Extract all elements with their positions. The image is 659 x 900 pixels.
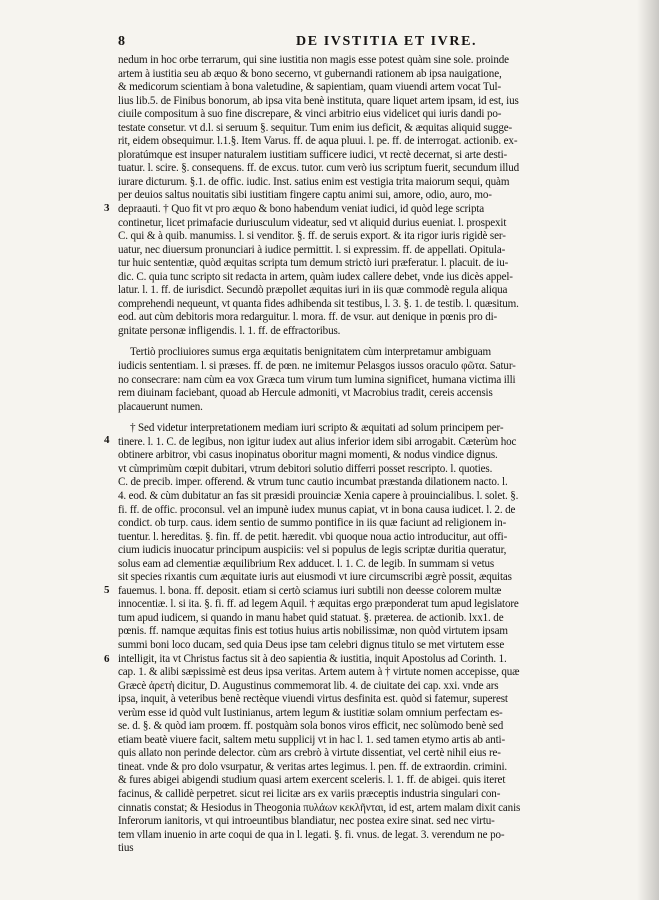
text-line: eod. aut cùm debitoris mora redarguitur. l. mora. ff. de vsur. aut denique in pœnis pro di- [118,311,498,324]
text-line: vt cùmprimùm cœpit dubitari, vtrum debitori solutio differri posset rescripto. l. quoties. [118,462,493,475]
text-line: condict. ob turp. caus. idem sentio de summo pontifice in iis quæ faciunt ad religionem in- [118,517,507,530]
text-line: Inferorum ianitoris, vt qui introeuntibus blandiatur, nec postea exire sinat. sed nec virtu- [118,815,495,828]
text-line: continetur, licet primafacie duriusculum videatur, sed vt aliquid durius eueniat. l. prospexit [118,216,507,229]
text-line: iudicis sententiam. l. si præses. ff. de pœn. ne imitemur Pelasgos iussos oraculo φῶτα. Satur- [118,360,516,373]
text-line: pœnis. ff. namque æquitas finis est totius huius artis nobilissimæ, non quòd virtutem ipsam [118,625,508,638]
text-line: C. qui & à quib. manumiss. l. si venditor. §. ff. de seruis export. & ita rigor iuris rigidè ser- [118,230,506,243]
running-head: DE IVSTITIA ET IVRE. [296,34,478,49]
text-line: Tertiò procliuiores sumus erga æquitatis benignitatem cùm interpretamur ambiguam [130,346,492,359]
margin-number: 3 [104,202,110,214]
page-number: 8 [118,34,125,49]
text-line: cium iudicis inuocatur principum auspiciis: vel si populus de legis scriptæ duritia queratur, [118,544,507,557]
text-line: tinere. l. 1. C. de legibus, non igitur iudex aut alius inferior idem sibi arrogabit. Cæterùm hoc [118,435,517,448]
text-line: tineat. vnde & pro dolo vsurpatur, & veritas artes legimus. l. pen. ff. de extraordin. crimini. [118,760,507,773]
text-line: testate consetur. vt d.l. si seruum §. sequitur. Tum enim ius deficit, & æquitas aliquid sugge- [118,121,513,134]
text-line: Græcè ἀρετὴ dicitur, D. Augustinus commemorat lib. 4. de ciuitate dei cap. xxi. vnde ars [118,679,499,692]
text-line: innocentiæ. l. si ita. §. fi. ff. ad legem Aquil. † æquitas ergo præponderat tum apud legislatore [118,598,519,611]
text-line: etiam beatè viuere facit, saltem metu supplicij vt in hac l. 1. sed tamen etymo artis ab anti- [118,733,505,746]
text-line: C. de precib. imper. offerend. & vtrum tunc cautio incumbat præstanda dilationem nacto. l. [118,476,508,489]
text-line: & medicorum scientiam à bona valetudine, & sapientiam, quam viuendi artem vocat Tul- [118,81,501,94]
text-line: cinnatis constat; & Hesiodus in Theogonia πυλάων κεκλῆνται, id est, artem malam dixit canis [118,801,521,814]
margin-number: 5 [104,584,110,596]
text-line: ipsa, inquit, à veteribus benè rectèque viuendi virtus desfinita est. quòd si fatemur, superest [118,693,508,706]
text-line: tius [118,842,134,855]
text-line: intelligit, ita vt Christus factus sit à deo sapientia & iustitia, inquit Apostolus ad Corinth. 1. [118,652,507,665]
text-line: cap. 1. & alibi sæpissimè est deus ipsa veritas. Artem autem à † virtute nomen accepisse, quæ [118,666,520,679]
text-line: lius lib.5. de Finibus bonorum, ab ipsa vita benè instituta, quare liquet artem ipsam, id est, ius [118,94,519,107]
text-line: tuentur. l. hereditas. §. fin. ff. de petit. hæredit. vbi quoque noua actio introducitur, aut offi- [118,530,508,543]
text-line: † Sed videtur interpretationem mediam iuri scripto & æquitati ad solum principem per- [130,422,504,435]
text-line: 4. eod. & cùm dubitatur an fas sit præsidi prouinciæ Xenia capere à prouincialibus. l. solet. §. [118,489,519,502]
body-text [118,54,596,856]
text-line: rit, eidem obsequimur. l.1.§. Item Varus. ff. de aqua pluui. l. pe. ff. de interrogat. actionib. ex- [118,135,518,148]
text-line: artem à iustitia seu ab æquo & bono secerno, vt gubernandi rationem ab ipsa nauigatione, [118,67,502,80]
text-line: sit species rixantis cum æquitate iuris aut eiusmodi vt iure circumscribi ægrè possit, æquitas [118,571,512,584]
text-line: depraauti. † Quo fit vt pro æquo & bono habendum veniat iudici, id quòd lege scripta [118,203,485,216]
text-line: ciuile compositum à suo fine discrepare, & vinci arbitrio eius videlicet qui iuris dandi po- [118,108,502,121]
text-line: placauerunt numen. [118,400,203,413]
text-line: solus eam ad clementiæ æquilibrium Rex adducet. l. 1. C. de legib. In summam si vetus [118,557,495,570]
text-line: se. d. §. & quòd iam proœm. ff. postquàm sola bonos viros efficit, nec solùmodo benè sed [118,720,504,733]
text-line: latur. l. 1. ff. de iurisdict. Secundò præpollet æquitas iuri in iis quæ commodè regula aliqua [118,284,508,297]
text-line: fi. ff. de offic. proconsul. vel an impunè iudex munus capiat, vt in bona causa iudicet. l. 2. de [118,503,516,516]
paragraph-gap [118,338,596,346]
text-line: uatur, nec diuersum pronunciari à iudice permittit. l. si expressim. ff. de appellati. Opitula- [118,243,506,256]
text-line: iurare dicturum. §.1. de offic. iudic. Inst. satius enim est vestigia trita maiorum sequi, quàm [118,175,510,188]
margin-number: 6 [104,653,110,665]
text-line: facinus, & callidè perpetret. sicut rei licitæ ars ex variis præceptis industria singulari con- [118,787,501,800]
page-header [118,34,598,52]
text-line: comprehendi nequeunt, vt quanta fides adhibenda sit testibus, l. 3. §. 1. de testib. l. quæsitum. [118,297,519,310]
text-line: per deuios saltus nouitatis sibi iustitiam fingere captu animi sui, amore, odio, auro, mo- [118,189,492,202]
margin-number: 4 [104,434,110,446]
text-line: obtinere arbitror, vbi casus inopinatus oboritur magni momenti, & nodus vindice dignus. [118,449,498,462]
page-gutter-shadow [637,0,659,900]
text-line: fauemus. l. bona. ff. deposit. etiam si certò sciamus iuri subtili non deesse colorem multæ [118,584,502,597]
text-line: summi boni loco ducam, sed quia Deus ipse tam celebri dignus titulo se met virtutem esse [118,638,505,651]
text-line: tum apud iudicem, si quando in manu habet quid statuat. §. præterea. de actionib. lxx1. de [118,611,504,624]
text-line: nedum in hoc orbe terrarum, qui sine iustitia non magis esse potest quàm sine sole. proinde [118,54,509,66]
text-line: & fures abigei abigendi studium quasi artem exercent sceleris. l. 1. ff. de abigei. quis iteret [118,774,506,787]
text-line: verùm esse id quòd vult Iustinianus, artem legum & iustitiæ solam omnium perfectam es- [118,706,503,719]
text-line: tem vllam inuenio in arte coqui de qua in l. legati. §. fi. vnus. de legat. 3. verendum ne po- [118,828,505,841]
text-line: no consecrare: nam cùm ea vox Græca tum virum tum lumina significet, humana victima illi [118,373,516,386]
text-line: tur huic sententiæ, quòd æquitas scripta tum demum strictò iuri præferatur. l. placuit. de iu- [118,257,509,270]
text-line: tuatur. l. scire. §. consequens. ff. de excus. tutor. cum verò ius scriptum fuerit, secundum illud [118,162,520,175]
text-line: ploratúmque est insuper naturalem iustitiam sufficere iudici, vt rectè decernat, si arte desti- [118,148,508,161]
paragraph-gap [118,414,596,422]
text-line: gnitate personæ infligendis. l. 1. ff. de effractoribus. [118,324,341,337]
text-line: rem diuinam faciebant, quoad ab Hercule admoniti, vt Macrobius tradit, cereis accensis [118,387,493,400]
text-line: quis allato non perinde delector. cùm ars crebrò à virtute dissentiat, vel certè nihil eius re- [118,747,501,760]
text-line: dic. C. quia tunc scripto sit redacta in artem, quàm iudex callere debet, vnde ius dicès appel- [118,270,513,283]
